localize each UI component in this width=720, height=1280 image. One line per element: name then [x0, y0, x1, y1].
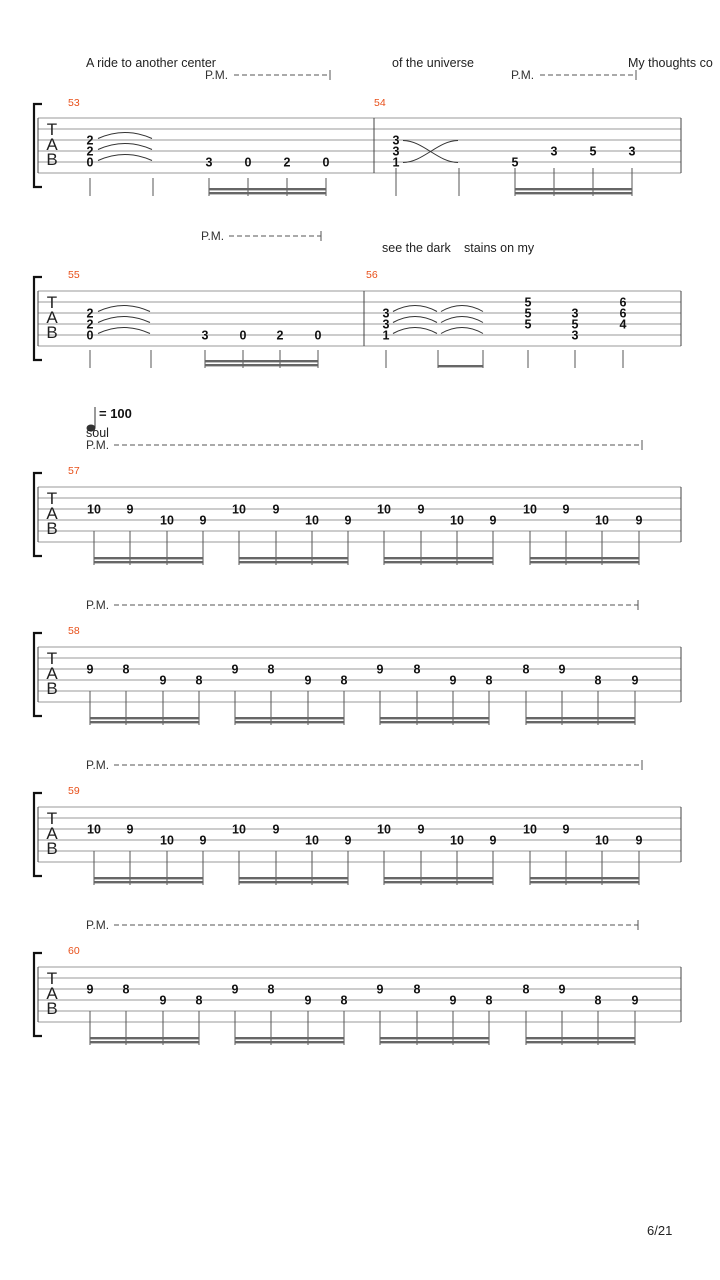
- lyric-syllable: A ride to another center: [86, 56, 216, 70]
- fret-number: 3: [382, 317, 390, 332]
- fret-number: 9: [489, 833, 497, 848]
- tie-arc: [98, 155, 152, 161]
- fret-number: 10: [305, 513, 319, 528]
- fret-number: 8: [413, 662, 421, 677]
- fret-number: 5: [571, 317, 579, 332]
- fret-number: 10: [232, 822, 246, 837]
- fret-number: 9: [231, 662, 239, 677]
- note-beam: [90, 1041, 199, 1043]
- tab-clef-t: T: [46, 293, 58, 312]
- tab-clef: [46, 969, 58, 1018]
- fret-number: 10: [523, 822, 537, 837]
- note-beam: [515, 188, 632, 190]
- note-beam: [235, 717, 344, 719]
- fret-number: 3: [392, 133, 400, 148]
- fret-number: 9: [558, 662, 566, 677]
- fret-number: 6: [619, 295, 627, 310]
- fret-number: 9: [126, 502, 134, 517]
- fret-number: 2: [283, 155, 291, 170]
- fret-number: 9: [449, 993, 457, 1008]
- fret-number: 9: [199, 833, 207, 848]
- tab-clef-b: B: [46, 679, 58, 698]
- tab-clef-t: T: [46, 809, 58, 828]
- note-beam: [380, 717, 489, 719]
- tab-staff: [34, 953, 681, 1036]
- fret-number: 8: [522, 662, 530, 677]
- tab-staff: [34, 633, 681, 716]
- tab-clef-a: A: [46, 504, 58, 523]
- fret-number: 8: [594, 673, 602, 688]
- tab-clef-b: B: [46, 150, 58, 169]
- fret-number: 5: [524, 295, 532, 310]
- fret-number: 0: [86, 328, 94, 343]
- fret-number: 8: [195, 993, 203, 1008]
- tab-clef-a: A: [46, 664, 58, 683]
- fret-number: 9: [417, 822, 425, 837]
- fret-number: 9: [376, 982, 384, 997]
- fret-number: 4: [619, 317, 627, 332]
- palm-mute-label: P.M.: [511, 68, 535, 82]
- fret-number: 9: [376, 662, 384, 677]
- fret-number: 8: [340, 993, 348, 1008]
- tab-clef-a: A: [46, 308, 58, 327]
- fret-number: 3: [571, 306, 579, 321]
- fret-number: 9: [635, 833, 643, 848]
- fret-number: 0: [322, 155, 330, 170]
- fret-number: 9: [231, 982, 239, 997]
- note-beam: [384, 881, 493, 883]
- tie-arc: [393, 317, 437, 323]
- fret-number: 8: [485, 993, 493, 1008]
- tab-clef: [46, 489, 58, 538]
- tab-staff: [34, 277, 681, 360]
- fret-number: 5: [524, 317, 532, 332]
- tie-arc: [441, 306, 483, 312]
- fret-number: 10: [377, 502, 391, 517]
- fret-number: 10: [87, 502, 101, 517]
- lyric-syllable: stains on my: [464, 241, 535, 255]
- fret-number: 1: [392, 155, 400, 170]
- fret-number: 9: [86, 982, 94, 997]
- tab-staff: [34, 104, 681, 187]
- tempo-value: = 100: [99, 406, 132, 421]
- note-beam: [235, 721, 344, 723]
- fret-number: 9: [562, 502, 570, 517]
- measure-number: 60: [68, 945, 80, 957]
- fret-number: 3: [628, 144, 636, 159]
- tab-clef: [46, 120, 58, 169]
- note-beam: [90, 1037, 199, 1039]
- fret-number: 10: [377, 822, 391, 837]
- tab-clef-a: A: [46, 984, 58, 1003]
- fret-number: 5: [511, 155, 519, 170]
- note-beam: [526, 1041, 635, 1043]
- fret-number: 9: [631, 993, 639, 1008]
- note-beam: [205, 364, 318, 366]
- note-beam: [380, 721, 489, 723]
- note-beam: [384, 877, 493, 879]
- fret-number: 2: [276, 328, 284, 343]
- palm-mute-marking: [86, 438, 642, 452]
- fret-number: 8: [340, 673, 348, 688]
- fret-number: 8: [122, 982, 130, 997]
- lyric-syllable: My thoughts co: [628, 56, 713, 70]
- note-beam: [94, 877, 203, 879]
- palm-mute-label: P.M.: [86, 758, 110, 772]
- note-beam: [239, 557, 348, 559]
- fret-number: 9: [159, 993, 167, 1008]
- tab-clef: [46, 649, 58, 698]
- measure-number: 54: [374, 97, 386, 109]
- fret-number: 9: [86, 662, 94, 677]
- fret-number: 10: [595, 513, 609, 528]
- fret-number: 8: [594, 993, 602, 1008]
- fret-number: 10: [160, 833, 174, 848]
- fret-number: 10: [305, 833, 319, 848]
- tab-clef: [46, 809, 58, 858]
- fret-number: 5: [524, 306, 532, 321]
- fret-number: 10: [87, 822, 101, 837]
- note-beam: [384, 561, 493, 563]
- note-beam: [205, 360, 318, 362]
- fret-number: 9: [272, 822, 280, 837]
- palm-mute-label: P.M.: [86, 438, 110, 452]
- fret-number: 0: [86, 155, 94, 170]
- page-number: 6/21: [647, 1223, 673, 1238]
- fret-number: 10: [450, 833, 464, 848]
- fret-number: 3: [571, 328, 579, 343]
- tab-clef: [46, 293, 58, 342]
- tie-arc: [98, 133, 152, 139]
- fret-number: 9: [199, 513, 207, 528]
- fret-number: 2: [86, 317, 94, 332]
- tie-arc: [98, 317, 150, 323]
- palm-mute-label: P.M.: [86, 598, 110, 612]
- fret-number: 3: [201, 328, 209, 343]
- fret-number: 10: [232, 502, 246, 517]
- fret-number: 8: [122, 662, 130, 677]
- fret-number: 8: [267, 662, 275, 677]
- fret-number: 0: [239, 328, 247, 343]
- measure-number: 56: [366, 269, 378, 281]
- fret-number: 0: [314, 328, 322, 343]
- palm-mute-marking: [201, 229, 321, 243]
- note-beam: [530, 881, 639, 883]
- lyric-syllable: soul: [86, 426, 109, 440]
- measure-number: 57: [68, 465, 80, 477]
- fret-number: 8: [195, 673, 203, 688]
- fret-number: 0: [244, 155, 252, 170]
- note-beam: [515, 192, 632, 194]
- palm-mute-marking: [511, 68, 636, 82]
- fret-number: 3: [382, 306, 390, 321]
- note-beam: [530, 877, 639, 879]
- palm-mute-label: P.M.: [86, 918, 110, 932]
- fret-number: 10: [160, 513, 174, 528]
- fret-number: 9: [417, 502, 425, 517]
- tie-arc: [393, 306, 437, 312]
- tab-clef-t: T: [46, 120, 58, 139]
- note-beam: [384, 557, 493, 559]
- fret-number: 8: [485, 673, 493, 688]
- fret-number: 8: [413, 982, 421, 997]
- fret-number: 1: [382, 328, 390, 343]
- fret-number: 9: [635, 513, 643, 528]
- note-beam: [209, 192, 326, 194]
- fret-number: 9: [304, 993, 312, 1008]
- palm-mute-label: P.M.: [201, 229, 225, 243]
- tie-arc: [441, 328, 483, 334]
- note-beam: [209, 188, 326, 190]
- tie-arc: [441, 317, 483, 323]
- palm-mute-marking: [86, 598, 638, 612]
- note-beam: [526, 721, 635, 723]
- note-beam: [90, 717, 199, 719]
- fret-number: 2: [86, 306, 94, 321]
- note-beam: [94, 561, 203, 563]
- fret-number: 5: [589, 144, 597, 159]
- note-beam: [235, 1037, 344, 1039]
- fret-number: 3: [392, 144, 400, 159]
- note-beam: [94, 881, 203, 883]
- fret-number: 6: [619, 306, 627, 321]
- note-beam: [526, 1037, 635, 1039]
- fret-number: 9: [558, 982, 566, 997]
- fret-number: 9: [272, 502, 280, 517]
- fret-number: 9: [344, 833, 352, 848]
- note-beam: [438, 365, 483, 367]
- fret-number: 8: [267, 982, 275, 997]
- fret-number: 10: [523, 502, 537, 517]
- tie-arc: [98, 306, 150, 312]
- tie-arc: [98, 328, 150, 334]
- tab-clef-a: A: [46, 824, 58, 843]
- fret-number: 3: [550, 144, 558, 159]
- measure-number: 58: [68, 625, 80, 637]
- fret-number: 2: [86, 133, 94, 148]
- tab-clef-b: B: [46, 839, 58, 858]
- palm-mute-marking: [86, 918, 638, 932]
- fret-number: 3: [205, 155, 213, 170]
- note-beam: [380, 1037, 489, 1039]
- tab-clef-b: B: [46, 999, 58, 1018]
- fret-number: 9: [159, 673, 167, 688]
- note-beam: [530, 561, 639, 563]
- measure-number: 53: [68, 97, 80, 109]
- fret-number: 9: [344, 513, 352, 528]
- fret-number: 8: [522, 982, 530, 997]
- tie-arc: [98, 144, 152, 150]
- tab-clef-t: T: [46, 969, 58, 988]
- tab-clef-t: T: [46, 489, 58, 508]
- note-beam: [530, 557, 639, 559]
- fret-number: 9: [126, 822, 134, 837]
- fret-number: 10: [595, 833, 609, 848]
- note-beam: [239, 877, 348, 879]
- fret-number: 9: [562, 822, 570, 837]
- note-beam: [90, 721, 199, 723]
- fret-number: 10: [450, 513, 464, 528]
- note-beam: [239, 881, 348, 883]
- tab-clef-t: T: [46, 649, 58, 668]
- palm-mute-marking: [205, 68, 330, 82]
- note-beam: [94, 557, 203, 559]
- lyric-syllable: see the dark: [382, 241, 451, 255]
- measure-number: 59: [68, 785, 80, 797]
- note-beam: [526, 717, 635, 719]
- fret-number: 9: [304, 673, 312, 688]
- tie-arc: [393, 328, 437, 334]
- palm-mute-label: P.M.: [205, 68, 229, 82]
- tab-clef-a: A: [46, 135, 58, 154]
- tab-clef-b: B: [46, 519, 58, 538]
- fret-number: 9: [489, 513, 497, 528]
- note-beam: [239, 561, 348, 563]
- palm-mute-marking: [86, 758, 642, 772]
- fret-number: 2: [86, 144, 94, 159]
- note-beam: [235, 1041, 344, 1043]
- fret-number: 9: [449, 673, 457, 688]
- note-beam: [380, 1041, 489, 1043]
- fret-number: 9: [631, 673, 639, 688]
- lyric-syllable: of the universe: [392, 56, 474, 70]
- tab-clef-b: B: [46, 323, 58, 342]
- measure-number: 55: [68, 269, 80, 281]
